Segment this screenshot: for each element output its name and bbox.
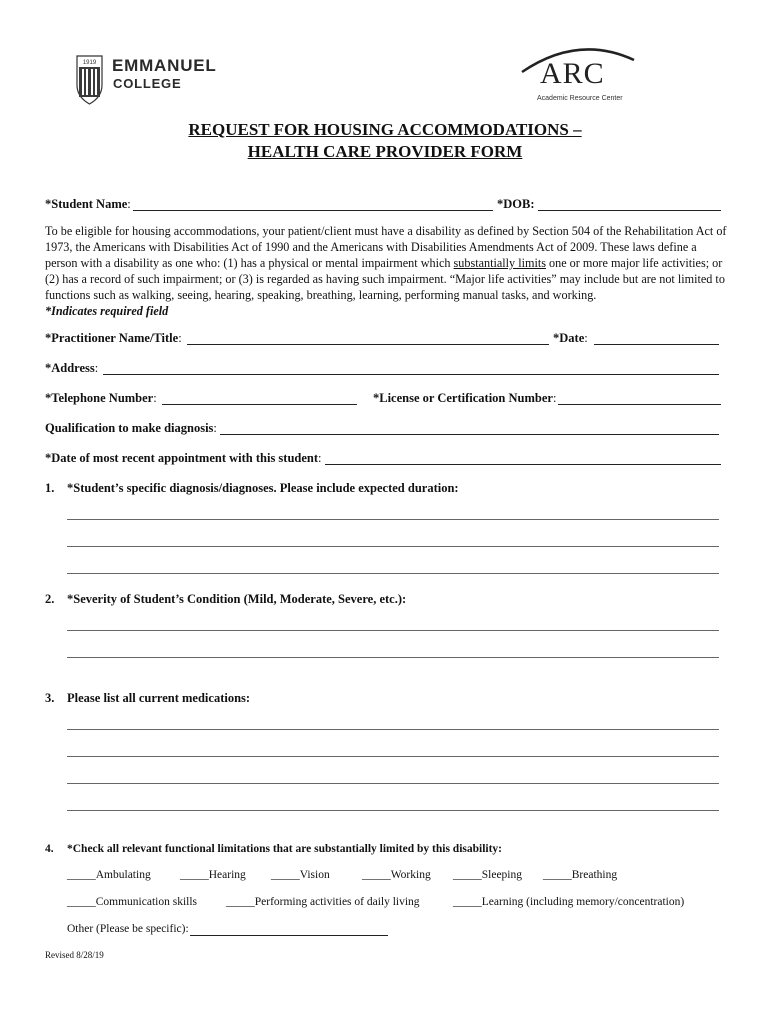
intro-paragraph: To be eligible for housing accommodations, your patient/client must have a disability as defined by Section 504 of the Rehabilitation Act of 1973, the Americans with Disabilities Act of 1990 and the Americans with Disabilities Amendments Act of 2009. These laws define a person with a disability as one who: (1) has a physical or mental impairment which substantially limits one or more major life activities; or (2) has a record of such impairment; or (3) is regarded as having such impairment. “Major life activities” may include but are not limited to functions such as walking, seeing, hearing, speaking, breathing, learning, performing manual tasks, and working. *Indicates required field — [45, 224, 727, 318]
q1-number: 1. — [45, 481, 55, 495]
q3-label: Please list all current medications: — [67, 691, 251, 705]
address-label: *Address: — [45, 361, 99, 375]
dob-field[interactable] — [538, 210, 721, 211]
other-field[interactable] — [190, 935, 388, 936]
telephone-label: *Telephone Number: — [45, 391, 157, 405]
q1-answer-line[interactable] — [67, 519, 719, 520]
arc-logo-text: ARC — [540, 57, 605, 90]
limitation-working[interactable]: _____Working — [362, 869, 431, 881]
qualification-field[interactable] — [220, 434, 719, 435]
emmanuel-shield-logo — [76, 55, 103, 105]
form-title-line2: HEALTH CARE PROVIDER FORM — [247, 142, 523, 161]
practitioner-field[interactable] — [187, 344, 549, 345]
student-name-label: *Student Name: — [45, 197, 131, 211]
revised-date: Revised 8/28/19 — [45, 950, 104, 960]
other-label: Other (Please be specific): — [67, 923, 189, 935]
college-name-line1: EMMANUEL — [112, 56, 217, 75]
license-label: *License or Certification Number: — [373, 391, 557, 405]
q1-label: *Student’s specific diagnosis/diagnoses. Please include expected duration: — [67, 481, 459, 495]
limitation-daily-living[interactable]: _____Performing activities of daily living — [226, 896, 420, 908]
q3-answer-line[interactable] — [67, 783, 719, 784]
limitation-learning[interactable]: _____Learning (including memory/concentration) — [453, 896, 685, 908]
q1-answer-line[interactable] — [67, 573, 719, 574]
q3-number: 3. — [45, 691, 55, 705]
limitation-hearing[interactable]: _____Hearing — [180, 869, 246, 881]
limitation-communication[interactable]: _____Communication skills — [67, 896, 198, 908]
required-note: *Indicates required field — [45, 304, 169, 318]
license-field[interactable] — [558, 404, 721, 405]
q3-answer-line[interactable] — [67, 810, 719, 811]
q2-label: *Severity of Student’s Condition (Mild, Moderate, Severe, etc.): — [67, 592, 407, 606]
q3-answer-line[interactable] — [67, 729, 719, 730]
arc-subtitle: Academic Resource Center — [537, 95, 623, 102]
limitation-sleeping[interactable]: _____Sleeping — [453, 869, 522, 881]
limitation-ambulating[interactable]: _____Ambulating — [67, 869, 151, 881]
address-field[interactable] — [103, 374, 719, 375]
dob-label: *DOB: — [497, 197, 535, 211]
student-name-field[interactable] — [133, 210, 493, 211]
q4-label: *Check all relevant functional limitations that are substantially limited by this disability: — [67, 843, 503, 855]
q4-number: 4. — [45, 843, 54, 855]
substantially-limits-text: substantially limits — [453, 256, 546, 270]
limitation-breathing[interactable]: _____Breathing — [543, 869, 618, 881]
q1-answer-line[interactable] — [67, 546, 719, 547]
date-label: *Date: — [553, 331, 588, 345]
date-field[interactable] — [594, 344, 719, 345]
qualification-label: Qualification to make diagnosis: — [45, 421, 217, 435]
college-name-line2: COLLEGE — [113, 76, 182, 91]
q2-answer-line[interactable] — [67, 657, 719, 658]
practitioner-label: *Practitioner Name/Title: — [45, 331, 182, 345]
q2-answer-line[interactable] — [67, 630, 719, 631]
q2-number: 2. — [45, 592, 55, 606]
appointment-label: *Date of most recent appointment with this student: — [45, 451, 322, 465]
appointment-field[interactable] — [325, 464, 721, 465]
limitation-vision[interactable]: _____Vision — [271, 869, 330, 881]
telephone-field[interactable] — [162, 404, 357, 405]
form-title-line1: REQUEST FOR HOUSING ACCOMMODATIONS – — [188, 120, 582, 139]
college-year: 1919 — [82, 60, 97, 66]
q3-answer-line[interactable] — [67, 756, 719, 757]
